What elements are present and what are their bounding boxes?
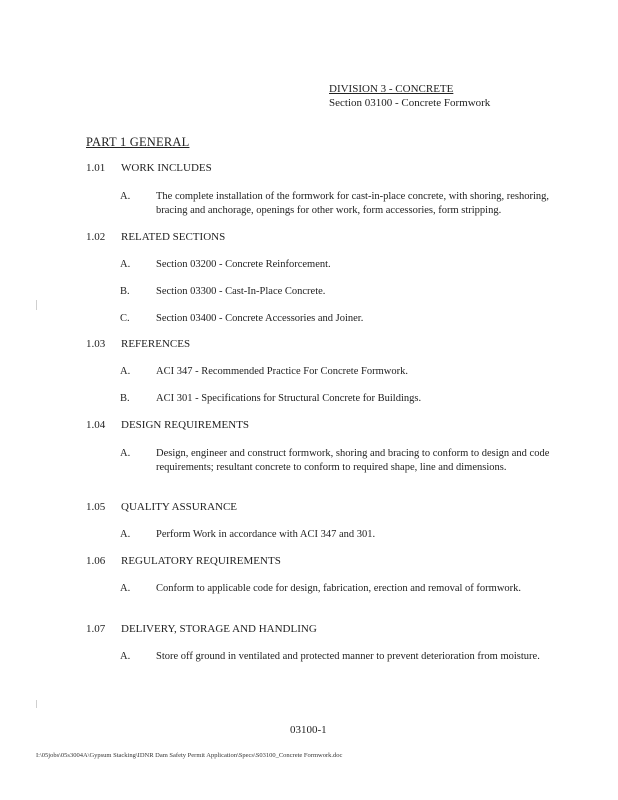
scan-mark bbox=[36, 700, 37, 708]
section-heading-title: DESIGN REQUIREMENTS bbox=[121, 419, 250, 431]
item-text: The complete installation of the formwork for cast-in-place concrete, with shoring, reshoring, bracing and anchorage, openings for other work, form accessories, form stripping. bbox=[156, 191, 550, 216]
item-text: Conform to applicable code for design, fabrication, erection and removal of formwork. bbox=[156, 583, 522, 594]
section-heading-title: REFERENCES bbox=[121, 338, 191, 350]
item-letter: A. bbox=[120, 583, 131, 594]
item-text: Perform Work in accordance with ACI 347 and 301. bbox=[156, 529, 376, 540]
item-text: ACI 301 - Specifications for Structural Concrete for Buildings. bbox=[156, 393, 422, 404]
item-text: Section 03200 - Concrete Reinforcement. bbox=[156, 259, 331, 270]
item-letter: B. bbox=[120, 286, 130, 297]
section-heading-title: DELIVERY, STORAGE AND HANDLING bbox=[121, 623, 317, 635]
section-heading-title: REGULATORY REQUIREMENTS bbox=[121, 555, 281, 567]
document-header bbox=[329, 82, 490, 110]
section-title: Section 03100 - Concrete Formwork bbox=[329, 97, 491, 109]
page-number: 03100-1 bbox=[290, 724, 327, 736]
item-letter: A. bbox=[120, 529, 131, 540]
scan-mark bbox=[36, 300, 37, 310]
item-text: Design, engineer and construct formwork, shoring and bracing to conform to design and code requirements; resultant concrete to conform to required shape, line and dimensions. bbox=[156, 448, 550, 473]
file-path: I:\05jobs\05s3004A\Gypsum Stacking\IDNR Dam Safety Permit Application\Specs\S03100_Concrete Formwork.doc bbox=[36, 752, 343, 759]
section-number: 1.06 bbox=[86, 555, 106, 567]
item-letter: A. bbox=[120, 448, 131, 459]
item-letter: C. bbox=[120, 313, 130, 324]
item-letter: A. bbox=[120, 651, 131, 662]
item-text: Section 03400 - Concrete Accessories and Joiner. bbox=[156, 313, 364, 324]
division-title: DIVISION 3 - CONCRETE bbox=[329, 83, 454, 95]
item-letter: B. bbox=[120, 393, 130, 404]
item-letter: A. bbox=[120, 191, 131, 202]
section-number: 1.01 bbox=[86, 162, 106, 174]
section-heading-title: WORK INCLUDES bbox=[121, 162, 212, 174]
section-number: 1.04 bbox=[86, 419, 106, 431]
item-text: ACI 347 - Recommended Practice For Concrete Formwork. bbox=[156, 366, 408, 377]
section-heading-title: RELATED SECTIONS bbox=[121, 231, 226, 243]
section-number: 1.02 bbox=[86, 231, 106, 243]
section-heading-title: QUALITY ASSURANCE bbox=[121, 501, 238, 513]
section-number: 1.03 bbox=[86, 338, 106, 350]
section-number: 1.05 bbox=[86, 501, 106, 513]
item-letter: A. bbox=[120, 366, 131, 377]
section-number: 1.07 bbox=[86, 623, 106, 635]
item-letter: A. bbox=[120, 259, 131, 270]
part-title: PART 1 GENERAL bbox=[86, 135, 190, 149]
item-text: Section 03300 - Cast-In-Place Concrete. bbox=[156, 286, 326, 297]
item-text: Store off ground in ventilated and protected manner to prevent deterioration from moisture. bbox=[156, 651, 540, 662]
